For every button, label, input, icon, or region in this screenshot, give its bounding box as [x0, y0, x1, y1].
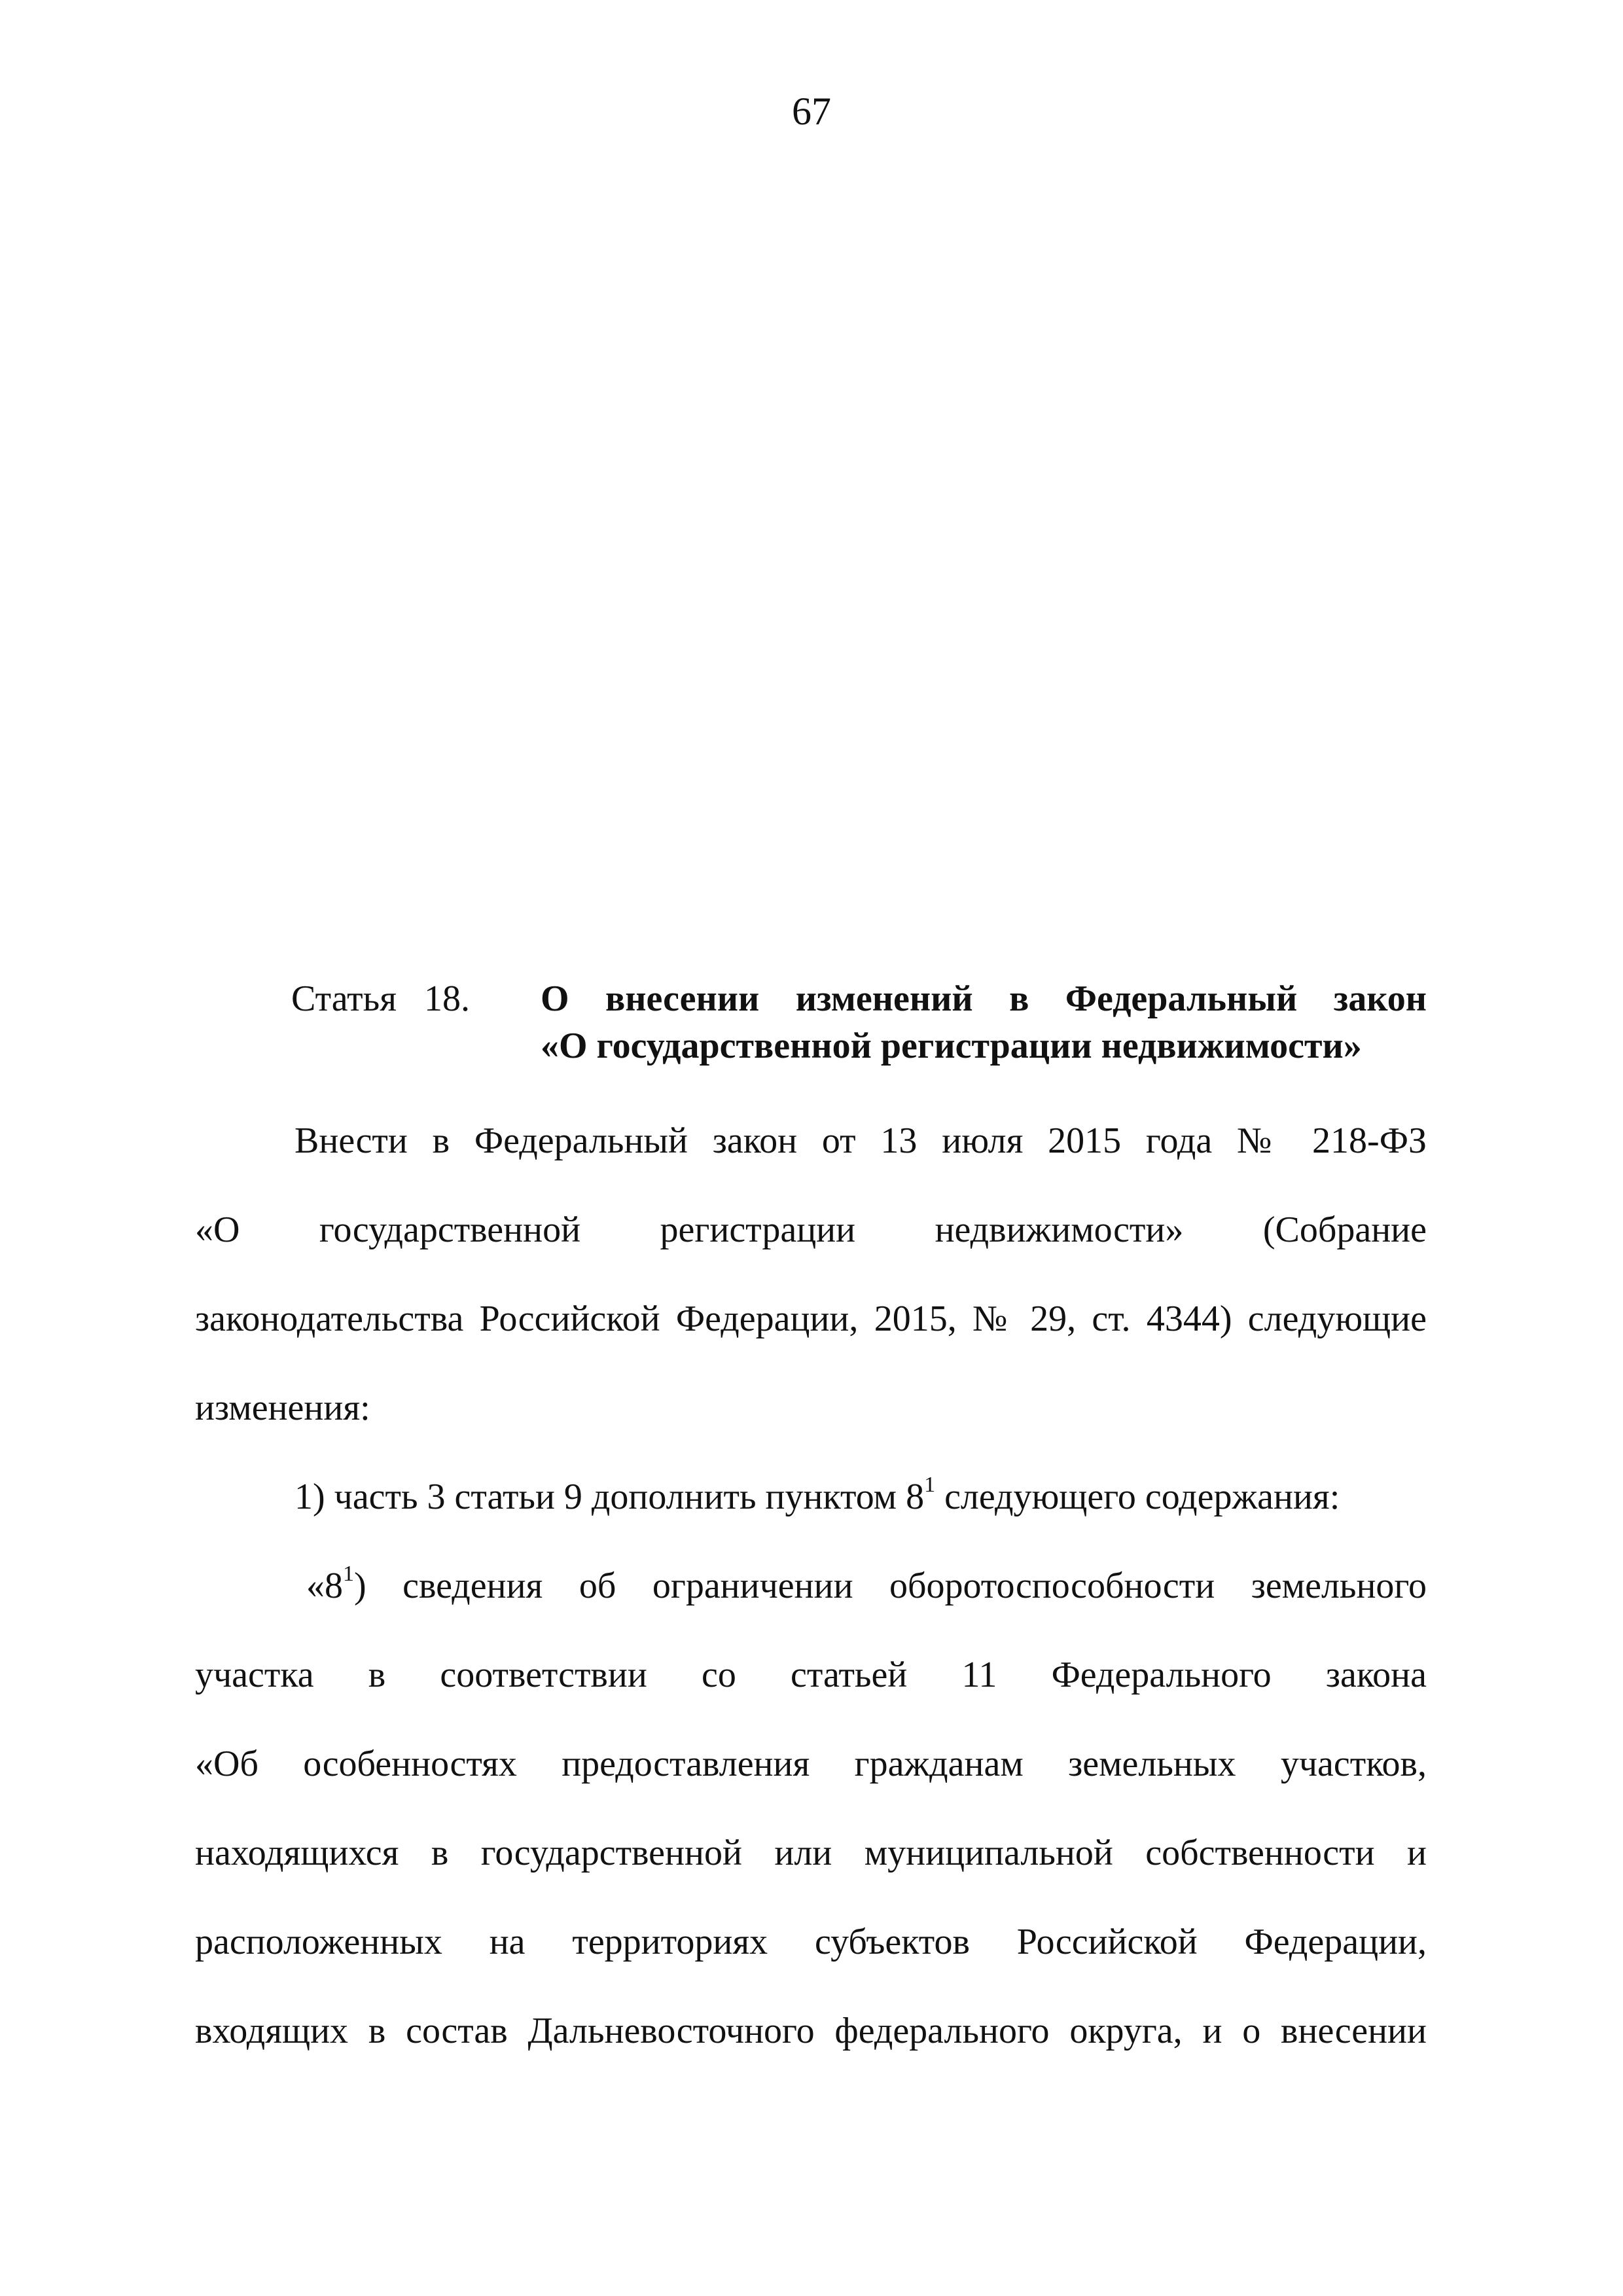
paragraph-intro — [195, 1096, 1427, 1452]
article-number-label — [291, 975, 470, 1022]
amendment-item-line — [195, 1452, 1427, 1541]
quoted-line: находящихся в государственной или муниципальной собственности и — [195, 1833, 1427, 1873]
article-number: 18. — [423, 978, 470, 1019]
quoted-line — [195, 1541, 1427, 1630]
superscript: 1 — [343, 1562, 354, 1587]
article-label: Статья — [291, 978, 397, 1019]
amendment-item-text: 1) часть 3 статьи 9 дополнить пунктом 8 — [294, 1477, 925, 1517]
quoted-text: «8 — [306, 1566, 343, 1606]
article-title-line-2: «О государственной регистрации недвижимости» — [541, 1026, 1362, 1066]
paragraph-line: изменения: — [195, 1388, 370, 1428]
amendment-item-text: следующего содержания: — [935, 1477, 1340, 1517]
paragraph-line: Внести в Федеральный закон от 13 июля 2015 года № 218-ФЗ — [294, 1121, 1427, 1161]
superscript: 1 — [924, 1473, 936, 1498]
quoted-line: входящих в состав Дальневосточного федерального округа, и о внесении — [195, 2011, 1427, 2051]
quoted-clause — [195, 1541, 1427, 2075]
page-number: 67 — [792, 90, 831, 133]
quoted-line: расположенных на территориях субъектов Российской Федерации, — [195, 1922, 1427, 1962]
paragraph-line: «О государственной регистрации недвижимости» (Собрание — [195, 1210, 1427, 1250]
article-title — [541, 975, 1427, 1069]
article-title-line-1: О внесении изменений в Федеральный закон — [541, 978, 1427, 1019]
quoted-line: «Об особенностях предоставления гражданам земельных участков, — [195, 1744, 1427, 1784]
quoted-text: ) сведения об ограничении оборотоспособности земельного — [354, 1566, 1427, 1606]
paragraph-line: законодательства Российской Федерации, 2015, № 29, ст. 4344) следующие — [195, 1299, 1427, 1339]
quoted-line: участка в соответствии со статьей 11 Федерального закона — [195, 1655, 1427, 1695]
amendment-item-1 — [195, 1452, 1427, 1541]
